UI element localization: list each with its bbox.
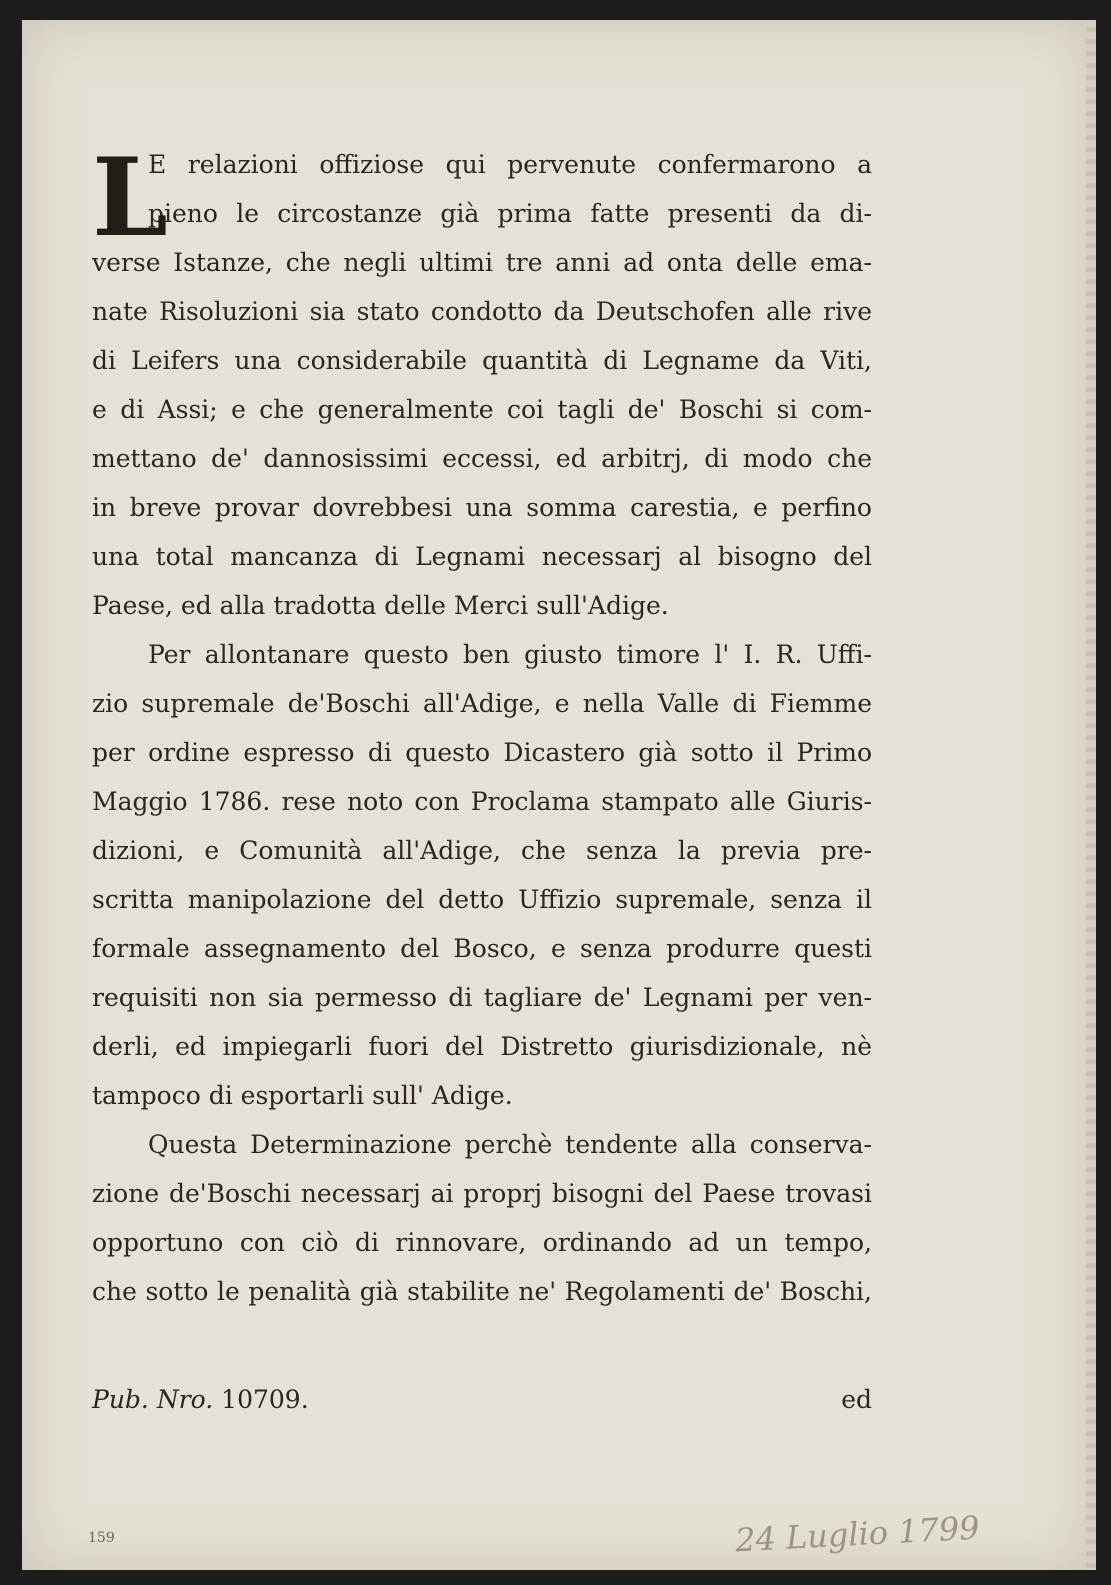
body-text [92, 135, 872, 1316]
text-line: E relazioni offiziose qui pervenute confermarono a [148, 150, 872, 179]
text-line: nate Risoluzioni sia stato condotto da Deutschofen alle rive [92, 297, 872, 326]
text-line: dizioni, e Comunità all'Adige, che senza la previa pre- [92, 836, 872, 865]
text-line: Questa Determinazione perchè tendente alla conserva- [148, 1130, 872, 1159]
text-line: Maggio 1786. rese noto con Proclama stampato alle Giuris- [92, 787, 872, 816]
publication-number-value: 10709. [221, 1385, 309, 1414]
text-line: e di Assi; e che generalmente coi tagli de' Boschi si com- [92, 395, 872, 424]
text-line: zio supremale de'Boschi all'Adige, e nella Valle di Fiemme [92, 689, 872, 718]
drop-cap: L [92, 135, 168, 261]
text-line: formale assegnamento del Bosco, e senza produrre questi [92, 934, 872, 963]
text-line: tampoco di esportarli sull' Adige. [92, 1081, 513, 1110]
text-line: derli, ed impiegarli fuori del Distretto giurisdizionale, nè [92, 1032, 872, 1061]
catchword: ed [841, 1385, 872, 1414]
text-line: zione de'Boschi necessarj ai proprj bisogni del Paese trovasi [92, 1179, 872, 1208]
publication-number [92, 1385, 309, 1414]
folio-number: 159 [88, 1530, 115, 1546]
text-line: di Leifers una considerabile quantità di Legname da Viti, [92, 346, 872, 375]
text-line: che sotto le penalità già stabilite ne' Regolamenti de' Boschi, [92, 1277, 872, 1306]
footer-row [92, 1385, 872, 1425]
text-line: per ordine espresso di questo Dicastero già sotto il Primo [92, 738, 872, 767]
text-line: Paese, ed alla tradotta delle Merci sull'Adige. [92, 591, 669, 620]
text-line: opportuno con ciò di rinnovare, ordinando ad un tempo, [92, 1228, 872, 1257]
text-lines [92, 135, 872, 1316]
text-line: una total mancanza di Legnami necessarj al bisogno del [92, 542, 872, 571]
text-line: Per allontanare questo ben giusto timore l' I. R. Uffi- [148, 640, 872, 669]
text-line: verse Istanze, che negli ultimi tre anni ad onta delle ema- [92, 248, 872, 277]
text-line: requisiti non sia permesso di tagliare de' Legnami per ven- [92, 983, 872, 1012]
torn-right-edge [1086, 20, 1096, 1570]
text-line: scritta manipolazione del detto Uffizio supremale, senza il [92, 885, 872, 914]
publication-label: Pub. Nro. [92, 1385, 214, 1414]
text-line: mettano de' dannosissimi eccessi, ed arbitrj, di modo che [92, 444, 872, 473]
text-line: in breve provar dovrebbesi una somma carestia, e perfino [92, 493, 872, 522]
handwritten-date: 24 Luglio 1799 [734, 1508, 981, 1560]
text-line: pieno le circostanze già prima fatte presenti da di- [148, 199, 872, 228]
